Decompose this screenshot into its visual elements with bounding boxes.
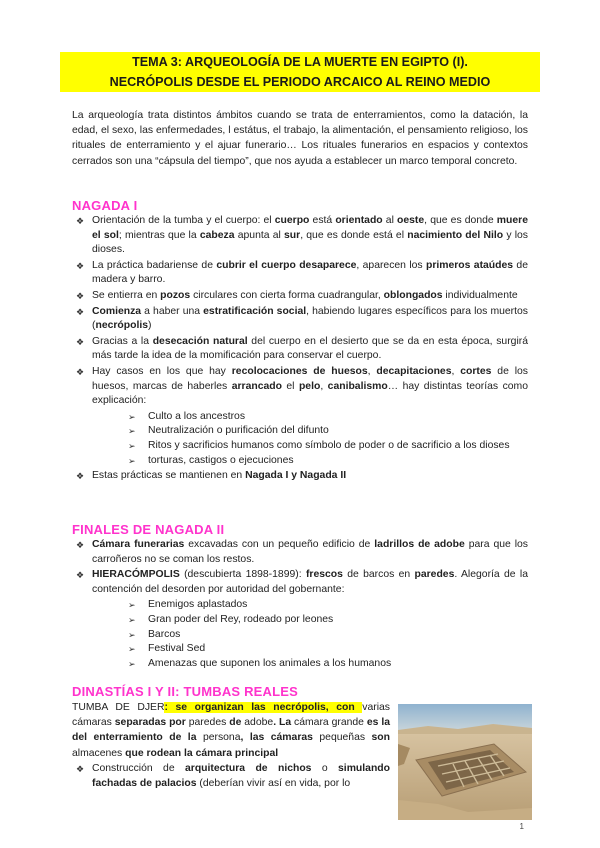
diamond-bullet-icon: ❖: [76, 471, 85, 482]
heading-nagada-1: NAGADA I: [72, 198, 138, 213]
emphasis-text: muere el sol: [92, 215, 528, 241]
emphasis-text: recolocaciones de huesos: [231, 365, 368, 377]
emphasis-text: . La: [273, 717, 295, 729]
nagada-1-list: [72, 214, 528, 485]
emphasis-text: cabeza: [199, 229, 235, 241]
bullet-item: [72, 289, 528, 304]
bullet-text: La práctica badariense de cubrir el cuerpo desaparece, aparecen los primeros ataúdes de madera y barro.: [92, 259, 528, 286]
bullet-text: HIERACÓMPOLIS (descubierta 1898-1899): frescos de barcos en paredes. Alegoría de la contención del desorden por autoridad del gobernante:: [92, 569, 528, 595]
bullet-item: [72, 259, 528, 288]
bullet-item: [72, 568, 528, 671]
bullet-text: Construcción de arquitectura de nichos o simulando fachadas de palacios (deberían vivir así en vida, por lo: [92, 763, 390, 789]
dinastias-list: [72, 762, 390, 792]
bullet-text: Hay casos en los que hay recolocaciones de huesos, decapitaciones, cortes de los huesos, marcas de haberles arrancado el pelo, canibalismo… hay distintas teorías como explicación:: [92, 365, 529, 407]
bullet-text: Cámara funerarias excavadas con un pequeño edificio de ladrillos de adobe para que los carroñeros no se coman los restos.: [92, 539, 529, 565]
emphasis-text: decapitaciones: [376, 365, 452, 377]
emphasis-text: nacimiento del Nilo: [407, 229, 504, 241]
diamond-bullet-icon: ❖: [76, 290, 85, 301]
bullet-item: [72, 214, 528, 258]
title-line-2: NECRÓPOLIS DESDE EL PERIODO ARCAICO AL REINO MEDIO: [109, 75, 491, 89]
emphasis-text: paredes: [414, 569, 455, 581]
diamond-bullet-icon: ❖: [76, 216, 85, 226]
document-title: [60, 52, 540, 92]
emphasis-text: simulando fachadas de palacios: [92, 763, 390, 789]
diamond-bullet-icon: ❖: [76, 570, 85, 581]
emphasis-text: : se organizan las necrópolis, con: [164, 702, 363, 713]
emphasis-text: Comienza: [92, 305, 142, 317]
arrow-bullet-icon: ➢: [128, 644, 136, 655]
emphasis-text: Cámara funerarias: [92, 539, 185, 550]
sub-item: ➢ Enemigos aplastados: [128, 598, 528, 613]
emphasis-text: es la del enterramiento de la: [72, 717, 391, 744]
arrow-bullet-icon: ➢: [128, 426, 136, 437]
arrow-bullet-icon: ➢: [128, 658, 136, 669]
bullet-item: [72, 305, 528, 334]
sub-item: ➢ torturas, castigos o ejecuciones: [128, 454, 528, 469]
emphasis-text: orientado: [335, 215, 383, 226]
sub-item: ➢ Amenazas que suponen los animales a los humanos: [128, 657, 528, 672]
diamond-bullet-icon: ❖: [76, 260, 85, 271]
emphasis-text: oeste: [397, 215, 425, 226]
diamond-bullet-icon: ❖: [76, 306, 85, 317]
emphasis-text: desecación natural: [152, 335, 248, 347]
bullet-item: [72, 538, 528, 567]
sub-list: [92, 410, 528, 468]
emphasis-text: pozos: [160, 289, 191, 301]
sub-list: [92, 598, 528, 671]
bullet-text: Se entierra en pozos circulares con cierta forma cuadrangular, oblongados individualmente: [92, 289, 518, 301]
emphasis-text: separadas por: [111, 717, 189, 729]
bullet-text: Estas prácticas se mantienen en Nagada I y Nagada II: [92, 470, 347, 482]
sub-item: ➢ Neutralización o purificación del difunto: [128, 424, 528, 439]
bullet-text: Comienza a haber una estratificación social, habiendo lugares específicos para los muertos (necrópolis): [92, 305, 528, 332]
emphasis-text: de: [226, 717, 245, 729]
arrow-bullet-icon: ➢: [128, 440, 136, 451]
emphasis-text: frescos: [305, 569, 343, 581]
bullet-item: [72, 469, 528, 484]
bullet-text: Orientación de la tumba y el cuerpo: el cuerpo está orientado al oeste, que es donde muere el sol; mientras que la cabeza apunta al sur, que es donde está el nacimiento del Nilo y los dioses.: [92, 215, 529, 256]
emphasis-text: sur: [284, 229, 301, 241]
bullet-item: [72, 762, 390, 791]
sub-item: ➢ Ritos y sacrificios humanos como símbolo de poder o de sacrificio a los dioses: [128, 439, 528, 454]
emphasis-text: canibalismo: [327, 380, 388, 392]
intro-paragraph: La arqueología trata distintos ámbitos cuando se trata de enterramientos, como la datación, la edad, el sexo, las enfermedades, l estátus, el trabajo, la alimentación, el pensamiento religioso, los rituales de enterramiento y el ajuar funerario… Los rituales funerarios en espacios y contextos cerrados son una “cápsula del tiempo”, que nos ayuda a establecer un marco temporal concreto.: [72, 110, 528, 167]
tumba-djer-paragraph: TUMBA DE DJER: se organizan las necrópolis, con varias cámaras separadas por paredes de adobe. La cámara grande es la del enterramiento de la persona, las cámaras pequeñas son almacenes que rodean la cámara principal: [72, 702, 391, 759]
emphasis-text: ladrillos de adobe: [374, 539, 465, 550]
emphasis-text: cortes: [460, 365, 492, 377]
nagada-2-list: [72, 538, 528, 672]
sub-item: ➢ Culto a los ancestros: [128, 410, 528, 425]
emphasis-text: estratificación social: [203, 305, 307, 317]
emphasis-text: pelo: [298, 380, 321, 392]
diamond-bullet-icon: ❖: [76, 336, 85, 347]
sub-item: ➢ Gran poder del Rey, rodeado por leones: [128, 613, 528, 628]
arrow-bullet-icon: ➢: [128, 614, 136, 625]
bullet-item: [72, 365, 528, 468]
arrow-bullet-icon: ➢: [128, 455, 136, 466]
diamond-bullet-icon: ❖: [76, 540, 85, 550]
bullet-text: Gracias a la desecación natural del cuerpo en el desierto que se da en esta época, surgirá más tarde la idea de la momificación para conservar el cuerpo.: [92, 335, 528, 362]
emphasis-text: primeros ataúdes: [425, 259, 514, 271]
page-number: 1: [519, 822, 524, 831]
bullet-item: [72, 335, 528, 364]
emphasis-text: , las cámaras: [240, 732, 320, 744]
emphasis-text: arrancado: [231, 380, 282, 392]
diamond-bullet-icon: ❖: [76, 366, 85, 377]
emphasis-text: arquitectura de nichos: [185, 763, 312, 774]
sub-item: ➢ Festival Sed: [128, 642, 528, 657]
emphasis-text: Nagada I y Nagada II: [245, 470, 347, 482]
arrow-bullet-icon: ➢: [128, 411, 136, 422]
heading-finales-nagada-2: FINALES DE NAGADA II: [72, 522, 225, 537]
emphasis-text: necrópolis: [95, 320, 149, 332]
emphasis-text: oblongados: [383, 289, 443, 301]
heading-dinastias: DINASTÍAS I Y II: TUMBAS REALES: [72, 684, 299, 699]
emphasis-text: HIERACÓMPOLIS: [92, 569, 180, 581]
sub-item: ➢ Barcos: [128, 628, 528, 643]
title-line-1: TEMA 3: ARQUEOLOGÍA DE LA MUERTE EN EGIPTO (I).: [132, 55, 468, 69]
emphasis-text: son: [365, 732, 390, 744]
necropolis-photo: [398, 704, 532, 820]
emphasis-text: cubrir el cuerpo desaparece: [216, 259, 357, 271]
arrow-bullet-icon: ➢: [128, 600, 136, 611]
emphasis-text: cuerpo: [274, 215, 310, 226]
emphasis-text: que rodean la cámara principal: [122, 747, 279, 759]
arrow-bullet-icon: ➢: [128, 629, 136, 640]
diamond-bullet-icon: ❖: [76, 764, 85, 774]
